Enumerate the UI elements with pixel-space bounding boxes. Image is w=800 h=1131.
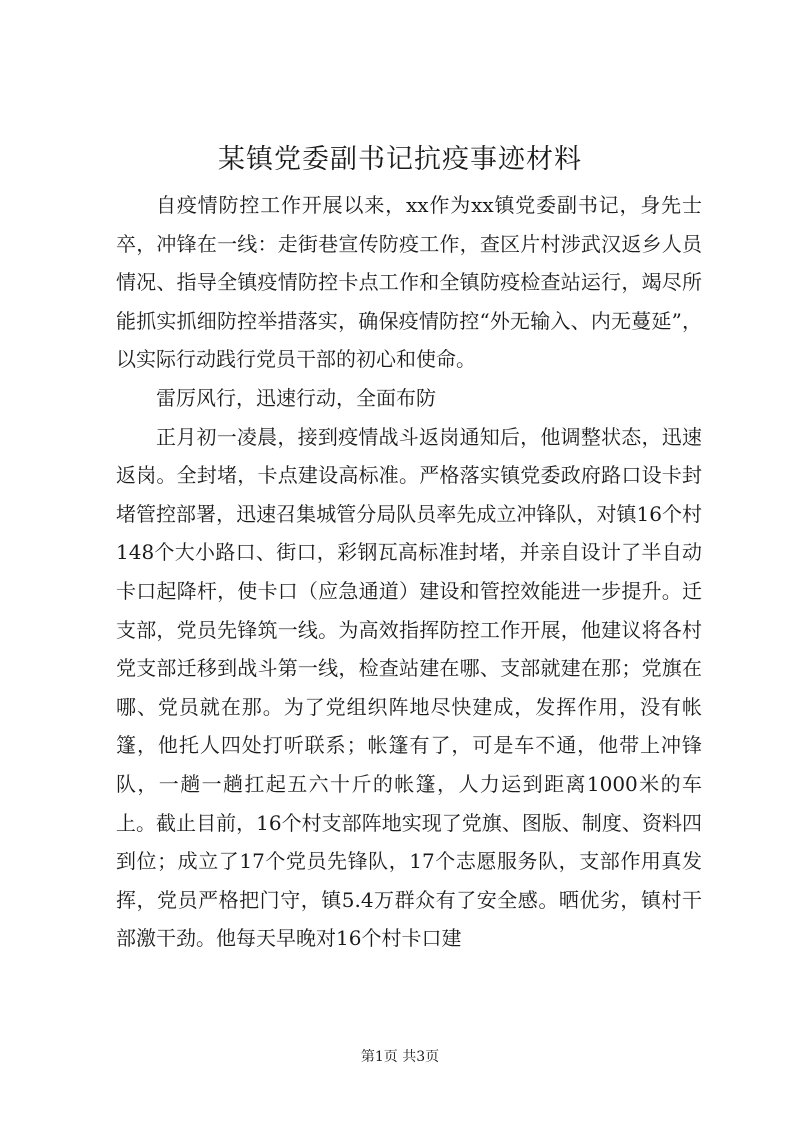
document-title: 某镇党委副书记抗疫事迹材料 [218,144,582,175]
section-heading: 雷厉风行，迅速行动，全面布防 [156,385,436,410]
paragraph-body: 正月初一凌晨，接到疫情战斗返岗通知后，他调整状态，迅速返岗。全封堵，卡点建设高标准。严格落实镇党委政府路口设卡封堵管控部署，迅速召集城管分局队员率先成立冲锋队，对镇16个村148个大小路口、街口，彩钢瓦高标准封堵，并亲自设计了半自动卡口起降杆，使卡口（应急通道）建设和管控效能进一步提升。迁支部，党员先锋筑一线。为高效指挥防控工作开展，他建议将各村党支部迁移到战斗第一线，检查站建在哪、支部就建在那；党旗在哪、党员就在那。为了党组织阵地尽快建成，发挥作用，没有帐篷，他托人四处打听联系；帐篷有了，可是车不通，他带上冲锋队，一趟一趟扛起五六十斤的帐篷，人力运到距离1000米的车上。截止目前，16个村支部阵地实现了党旗、图版、制度、资料四到位；成立了17个党员先锋队，17个志愿服务队，支部作用真发挥，党员严格把门守，镇5.4万群众有了安全感。晒优劣，镇村干部激干劲。他每天早晚对16个村卡口建 [116,424,702,951]
document-body [116,186,702,958]
paragraph-intro: 自疫情防控工作开展以来，xx作为xx镇党委副书记，身先士卒，冲锋在一线：走街巷宣传防疫工作，查区片村涉武汉返乡人员情况、指导全镇疫情防控卡点工作和全镇防疫检查站运行，竭尽所能抓实抓细防控举措落实，确保疫情防控“外无输入、内无蔓延”，以实际行动践行党员干部的初心和使命。 [116,193,702,372]
page-footer: 第1页 共3页 [360,1049,440,1065]
